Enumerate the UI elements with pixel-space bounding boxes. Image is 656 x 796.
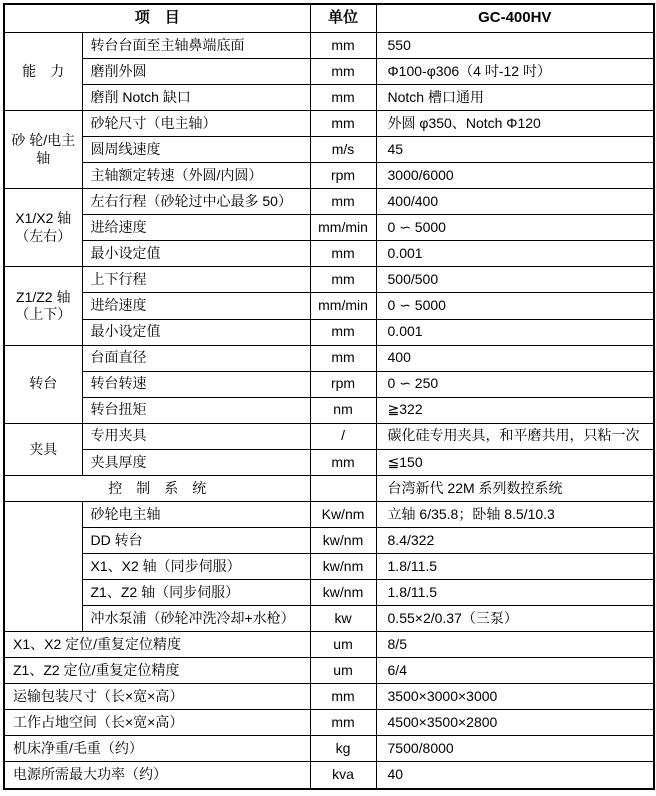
spec-item-cell: X1、X2 定位/重复定位精度 xyxy=(4,632,310,658)
spec-unit-cell: m/s xyxy=(310,137,376,163)
spec-value-cell: 45 xyxy=(376,137,654,163)
row-group-label xyxy=(4,501,82,631)
spec-unit-cell: mm xyxy=(310,33,376,59)
spec-row xyxy=(4,423,654,449)
spec-value-cell: 40 xyxy=(376,762,654,789)
spec-value-cell: 0 ∽ 5000 xyxy=(376,293,654,319)
spec-item-cell: 最小设定值 xyxy=(82,319,310,345)
spec-item-cell: 磨削外圆 xyxy=(82,59,310,85)
spec-unit-cell: mm xyxy=(310,449,376,475)
spec-item-cell: 主轴额定转速（外圆/内圆） xyxy=(82,163,310,189)
row-group-label: 能 力 xyxy=(4,33,82,111)
spec-row xyxy=(4,371,654,397)
spec-row xyxy=(4,710,654,736)
spec-unit-cell: mm xyxy=(310,684,376,710)
spec-row xyxy=(4,85,654,111)
spec-value-cell: ≧322 xyxy=(376,397,654,423)
spec-row xyxy=(4,137,654,163)
spec-value-cell: 台湾新代 22M 系列数控系统 xyxy=(376,475,654,501)
spec-item-cell: Z1、Z2 轴（同步伺服） xyxy=(82,580,310,606)
spec-unit-cell: kw/nm xyxy=(310,527,376,553)
spec-item-cell: Z1、Z2 定位/重复定位精度 xyxy=(4,658,310,684)
spec-unit-cell: um xyxy=(310,658,376,684)
spec-value-cell: 8/5 xyxy=(376,632,654,658)
spec-unit-cell: mm/min xyxy=(310,215,376,241)
spec-row xyxy=(4,163,654,189)
spec-value-cell: 3500×3000×3000 xyxy=(376,684,654,710)
spec-row xyxy=(4,345,654,371)
spec-unit-cell: kw/nm xyxy=(310,580,376,606)
row-group-label: X1/X2 轴（左右） xyxy=(4,189,82,267)
spec-value-cell: Φ100-φ306（4 吋-12 吋） xyxy=(376,59,654,85)
spec-row xyxy=(4,580,654,606)
spec-row xyxy=(4,449,654,475)
row-group-label: 砂 轮/电主轴 xyxy=(4,111,82,189)
spec-row xyxy=(4,397,654,423)
spec-row xyxy=(4,527,654,553)
spec-unit-cell: nm xyxy=(310,397,376,423)
spec-row xyxy=(4,241,654,267)
spec-item-cell: 转台扭矩 xyxy=(82,397,310,423)
spec-item-cell: 工作占地空间（长×宽×高） xyxy=(4,710,310,736)
spec-value-cell: 400/400 xyxy=(376,189,654,215)
spec-item-cell: 控 制 系 统 xyxy=(4,475,310,501)
spec-item-cell: 最小设定值 xyxy=(82,241,310,267)
spec-value-cell: 550 xyxy=(376,33,654,59)
spec-item-cell: 左右行程（砂轮过中心最多 50） xyxy=(82,189,310,215)
spec-row xyxy=(4,267,654,293)
spec-row xyxy=(4,606,654,632)
spec-unit-cell: kva xyxy=(310,762,376,789)
spec-unit-cell: mm xyxy=(310,267,376,293)
header-model: GC-400HV xyxy=(376,4,654,33)
spec-value-cell: 7500/8000 xyxy=(376,736,654,762)
spec-row xyxy=(4,632,654,658)
spec-value-cell: 8.4/322 xyxy=(376,527,654,553)
spec-unit-cell: kw xyxy=(310,606,376,632)
spec-value-cell: 1.8/11.5 xyxy=(376,553,654,579)
spec-item-cell: DD 转台 xyxy=(82,527,310,553)
header-unit: 单位 xyxy=(310,4,376,33)
spec-value-cell: ≦150 xyxy=(376,449,654,475)
spec-unit-cell: kg xyxy=(310,736,376,762)
spec-item-cell: 运输包装尺寸（长×宽×高） xyxy=(4,684,310,710)
spec-unit-cell xyxy=(310,475,376,501)
spec-row xyxy=(4,215,654,241)
spec-item-cell: 砂轮电主轴 xyxy=(82,501,310,527)
spec-item-cell: 砂轮尺寸（电主轴） xyxy=(82,111,310,137)
spec-unit-cell: mm xyxy=(310,111,376,137)
spec-value-cell: 0.001 xyxy=(376,319,654,345)
spec-value-cell: 立轴 6/35.8；卧轴 8.5/10.3 xyxy=(376,501,654,527)
spec-value-cell: 400 xyxy=(376,345,654,371)
spec-unit-cell: kw/nm xyxy=(310,553,376,579)
spec-item-cell: 上下行程 xyxy=(82,267,310,293)
spec-value-cell: 3000/6000 xyxy=(376,163,654,189)
spec-row xyxy=(4,736,654,762)
spec-item-cell: 夹具厚度 xyxy=(82,449,310,475)
spec-item-cell: 电源所需最大功率（约） xyxy=(4,762,310,789)
spec-unit-cell: rpm xyxy=(310,371,376,397)
spec-value-cell: 0.001 xyxy=(376,241,654,267)
spec-item-cell: 转台转速 xyxy=(82,371,310,397)
row-group-label: 夹具 xyxy=(4,423,82,475)
spec-unit-cell: / xyxy=(310,423,376,449)
spec-item-cell: X1、X2 轴（同步伺服） xyxy=(82,553,310,579)
spec-value-cell: 6/4 xyxy=(376,658,654,684)
spec-row xyxy=(4,33,654,59)
spec-item-cell: 台面直径 xyxy=(82,345,310,371)
spec-item-cell: 进给速度 xyxy=(82,215,310,241)
spec-value-cell: 0.55×2/0.37（三泵） xyxy=(376,606,654,632)
spec-value-cell: 500/500 xyxy=(376,267,654,293)
spec-unit-cell: mm xyxy=(310,85,376,111)
header-item: 项 目 xyxy=(4,4,310,33)
spec-unit-cell: mm/min xyxy=(310,293,376,319)
spec-item-cell: 进给速度 xyxy=(82,293,310,319)
spec-row xyxy=(4,501,654,527)
row-group-label: Z1/Z2 轴（上下） xyxy=(4,267,82,345)
spec-row xyxy=(4,762,654,789)
spec-unit-cell: mm xyxy=(310,710,376,736)
spec-value-cell: 0 ∽ 5000 xyxy=(376,215,654,241)
spec-item-cell: 机床净重/毛重（约） xyxy=(4,736,310,762)
spec-row xyxy=(4,658,654,684)
spec-item-cell: 磨削 Notch 缺口 xyxy=(82,85,310,111)
spec-unit-cell: mm xyxy=(310,189,376,215)
spec-unit-cell: Kw/nm xyxy=(310,501,376,527)
spec-value-cell: 碳化硅专用夹具，和平磨共用，只粘一次 xyxy=(376,423,654,449)
spec-row xyxy=(4,684,654,710)
spec-value-cell: 外圆 φ350、Notch Φ120 xyxy=(376,111,654,137)
spec-item-cell: 转台台面至主轴鼻端底面 xyxy=(82,33,310,59)
spec-value-cell: 1.8/11.5 xyxy=(376,580,654,606)
spec-row xyxy=(4,111,654,137)
spec-item-cell: 圆周线速度 xyxy=(82,137,310,163)
spec-row xyxy=(4,319,654,345)
spec-value-cell: Notch 槽口通用 xyxy=(376,85,654,111)
spec-row xyxy=(4,553,654,579)
spec-unit-cell: mm xyxy=(310,319,376,345)
spec-row xyxy=(4,475,654,501)
spec-value-cell: 0 ∽ 250 xyxy=(376,371,654,397)
spec-table xyxy=(3,3,655,790)
spec-unit-cell: mm xyxy=(310,241,376,267)
spec-row xyxy=(4,189,654,215)
spec-item-cell: 专用夹具 xyxy=(82,423,310,449)
spec-row xyxy=(4,59,654,85)
header-row xyxy=(4,4,654,33)
row-group-label: 转台 xyxy=(4,345,82,423)
spec-unit-cell: rpm xyxy=(310,163,376,189)
spec-item-cell: 冲水泵浦（砂轮冲洗冷却+水枪） xyxy=(82,606,310,632)
spec-row xyxy=(4,293,654,319)
spec-unit-cell: mm xyxy=(310,345,376,371)
spec-unit-cell: mm xyxy=(310,59,376,85)
spec-unit-cell: um xyxy=(310,632,376,658)
spec-value-cell: 4500×3500×2800 xyxy=(376,710,654,736)
